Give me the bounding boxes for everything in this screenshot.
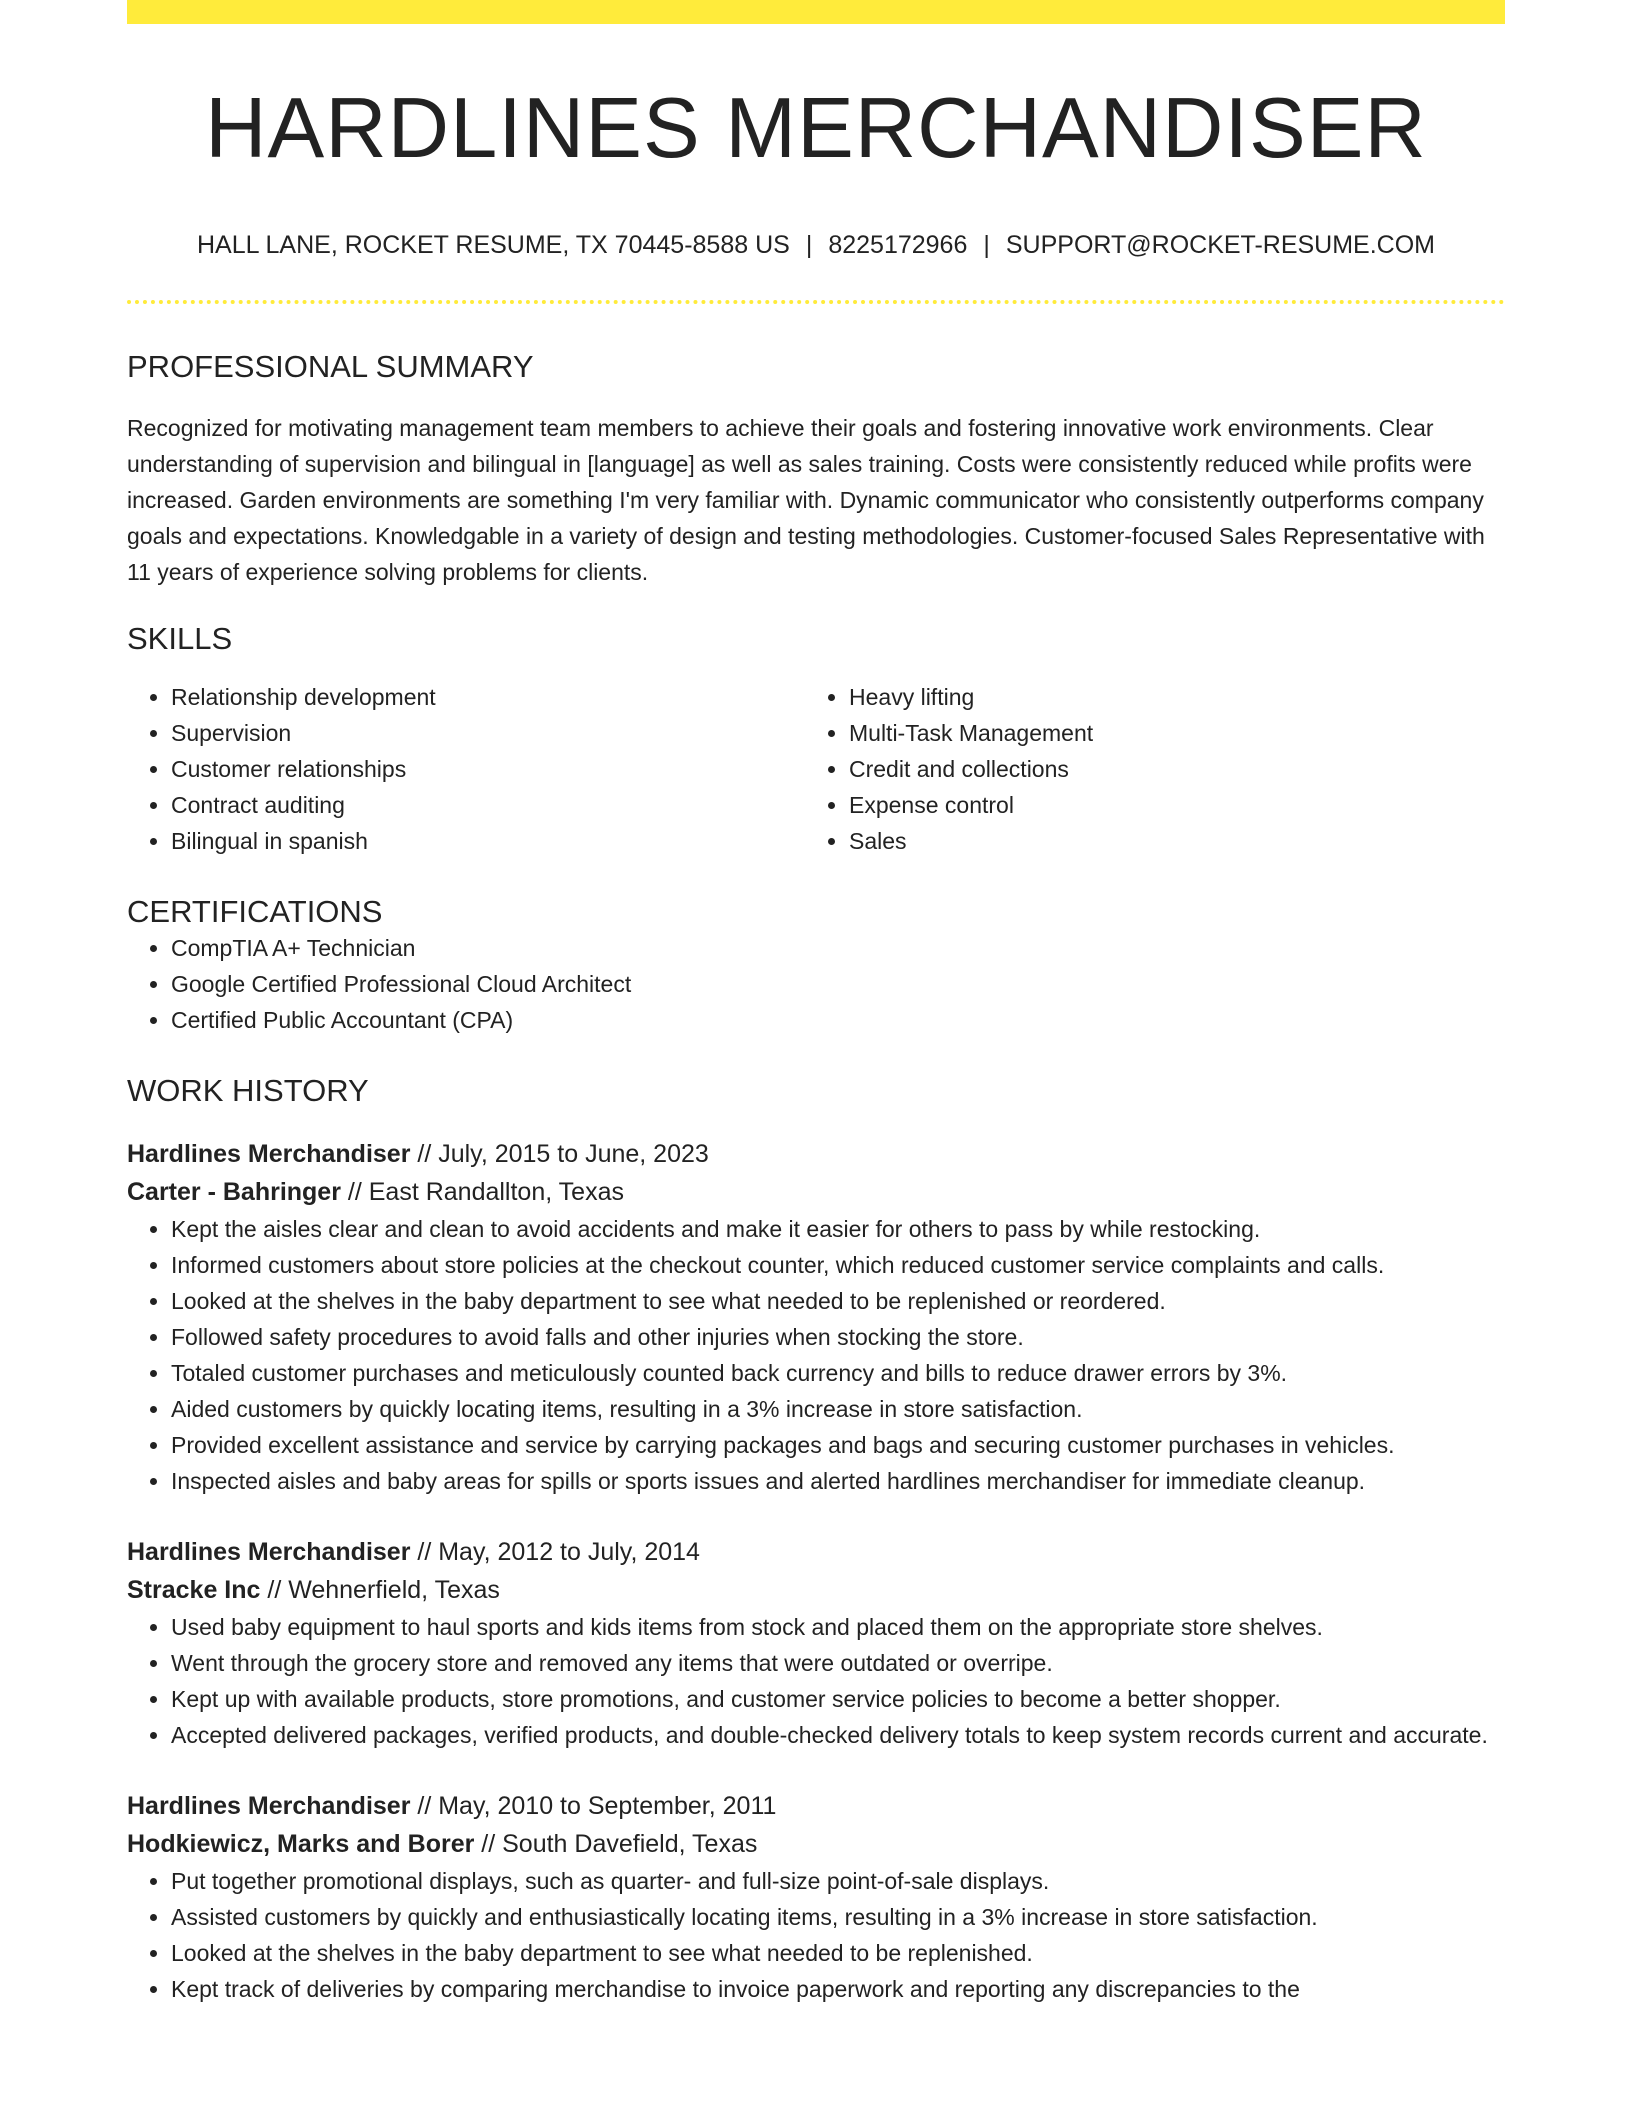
skills-column-left <box>127 679 805 859</box>
job-dates: // July, 2015 to June, 2023 <box>410 1140 709 1169</box>
job-entry <box>127 1533 1505 1753</box>
section-title-certifications: CERTIFICATIONS <box>127 893 383 929</box>
job-role: Hardlines Merchandiser <box>127 1538 411 1567</box>
job-title-line <box>127 1533 1505 1571</box>
skill-item: • Sales <box>849 823 1483 859</box>
job-bullets <box>127 1211 1505 1499</box>
job-company: Hodkiewicz, Marks and Borer <box>127 1830 475 1859</box>
job-bullet: • Informed customers about store policies at the checkout counter, which reduced customer service complaints and calls. <box>171 1247 1505 1283</box>
skill-item: • Bilingual in spanish <box>171 823 805 859</box>
skill-item: • Expense control <box>849 787 1483 823</box>
job-bullet: • Assisted customers by quickly and enthusiastically locating items, resulting in a 3% increase in store satisfaction. <box>171 1899 1505 1935</box>
section-title-skills: SKILLS <box>127 620 233 656</box>
skills-column-right <box>805 679 1483 859</box>
job-bullet: • Aided customers by quickly locating items, resulting in a 3% increase in store satisfaction. <box>171 1391 1505 1427</box>
job-bullet: • Followed safety procedures to avoid falls and other injuries when stocking the store. <box>171 1319 1505 1355</box>
skill-item: • Supervision <box>171 715 805 751</box>
summary-text: Recognized for motivating management team members to achieve their goals and fostering innovative work environments. Clear understanding of supervision and bilingual in [language] as well as sales training. Costs were consistently reduced while profits were increased. Garden environments are something I'm very familiar with. Dynamic communicator who consistently outperforms company goals and expectations. Knowledgable in a variety of design and testing methodologies. Customer-focused Sales Representative with 11 years of experience solving problems for clients. <box>127 414 1485 585</box>
job-bullets <box>127 1863 1505 2007</box>
job-title-line <box>127 1787 1505 1825</box>
summary-section <box>127 348 1505 590</box>
job-bullet: • Accepted delivered packages, verified products, and double-checked delivery totals to keep system records current and accurate. <box>171 1717 1505 1753</box>
job-company-line <box>127 1825 1505 1863</box>
skill-item: • Credit and collections <box>849 751 1483 787</box>
contact-email[interactable]: SUPPORT@ROCKET-RESUME.COM <box>1005 230 1436 259</box>
work-history-section <box>127 1072 1505 2007</box>
certifications-list <box>127 930 1505 1038</box>
job-location: // Wehnerfield, Texas <box>260 1576 500 1605</box>
header-divider <box>127 300 1505 304</box>
job-bullet: • Looked at the shelves in the baby department to see what needed to be replenished. <box>171 1935 1505 1971</box>
job-bullet: • Inspected aisles and baby areas for spills or sports issues and alerted hardlines merchandiser for immediate cleanup. <box>171 1463 1505 1499</box>
job-bullet: • Kept track of deliveries by comparing merchandise to invoice paperwork and reporting any discrepancies to the <box>171 1971 1505 2007</box>
skill-item: • Relationship development <box>171 679 805 715</box>
certification-item: • Google Certified Professional Cloud Architect <box>171 966 1505 1002</box>
job-dates: // May, 2010 to September, 2011 <box>410 1792 777 1821</box>
job-bullet: • Provided excellent assistance and service by carrying packages and bags and securing customer purchases in vehicles. <box>171 1427 1505 1463</box>
skills-list-left <box>127 679 805 859</box>
contact-address: HALL LANE, ROCKET RESUME, TX 70445-8588 US <box>196 230 790 259</box>
job-role: Hardlines Merchandiser <box>127 1140 411 1169</box>
job-bullet: • Looked at the shelves in the baby department to see what needed to be replenished or reordered. <box>171 1283 1505 1319</box>
certification-item: • CompTIA A+ Technician <box>171 930 1505 966</box>
skill-item: • Contract auditing <box>171 787 805 823</box>
job-bullet: • Went through the grocery store and removed any items that were outdated or overripe. <box>171 1645 1505 1681</box>
accent-top-bar <box>127 0 1505 24</box>
skill-item: • Customer relationships <box>171 751 805 787</box>
section-title-work-history: WORK HISTORY <box>127 1073 369 1109</box>
job-company-line <box>127 1173 1505 1211</box>
job-bullet: • Kept the aisles clear and clean to avoid accidents and make it easier for others to pass by while restocking. <box>171 1211 1505 1247</box>
job-dates: // May, 2012 to July, 2014 <box>410 1538 700 1567</box>
job-location: // South Davefield, Texas <box>474 1830 758 1859</box>
job-company-line <box>127 1571 1505 1609</box>
resume-page <box>127 0 1505 2007</box>
job-company: Stracke Inc <box>127 1576 261 1605</box>
contact-separator: | <box>805 230 813 259</box>
skill-item: • Heavy lifting <box>849 679 1483 715</box>
job-entry <box>127 1135 1505 1499</box>
contact-line <box>127 230 1505 260</box>
certifications-section <box>127 893 1505 1038</box>
job-location: // East Randallton, Texas <box>340 1178 624 1207</box>
resume-name: HARDLINES MERCHANDISER <box>205 81 1427 176</box>
skill-item: • Multi-Task Management <box>849 715 1483 751</box>
job-bullets <box>127 1609 1505 1753</box>
job-title-line <box>127 1135 1505 1173</box>
job-bullet: • Kept up with available products, store promotions, and customer service policies to become a better shopper. <box>171 1681 1505 1717</box>
job-bullet: • Put together promotional displays, such as quarter- and full-size point-of-sale displays. <box>171 1863 1505 1899</box>
contact-separator: | <box>983 230 990 259</box>
job-bullet: • Totaled customer purchases and meticulously counted back currency and bills to reduce drawer errors by 3%. <box>171 1355 1505 1391</box>
skills-section <box>127 620 1505 859</box>
job-company: Carter - Bahringer <box>127 1178 341 1207</box>
certification-item: • Certified Public Accountant (CPA) <box>171 1002 1505 1038</box>
job-entry <box>127 1787 1505 2007</box>
job-bullet: • Used baby equipment to haul sports and kids items from stock and placed them on the appropriate store shelves. <box>171 1609 1505 1645</box>
skills-list-right <box>805 679 1483 859</box>
contact-phone[interactable]: 8225172966 <box>828 230 968 259</box>
skills-grid <box>127 679 1505 859</box>
job-role: Hardlines Merchandiser <box>127 1792 411 1821</box>
section-title-summary: PROFESSIONAL SUMMARY <box>127 348 534 384</box>
